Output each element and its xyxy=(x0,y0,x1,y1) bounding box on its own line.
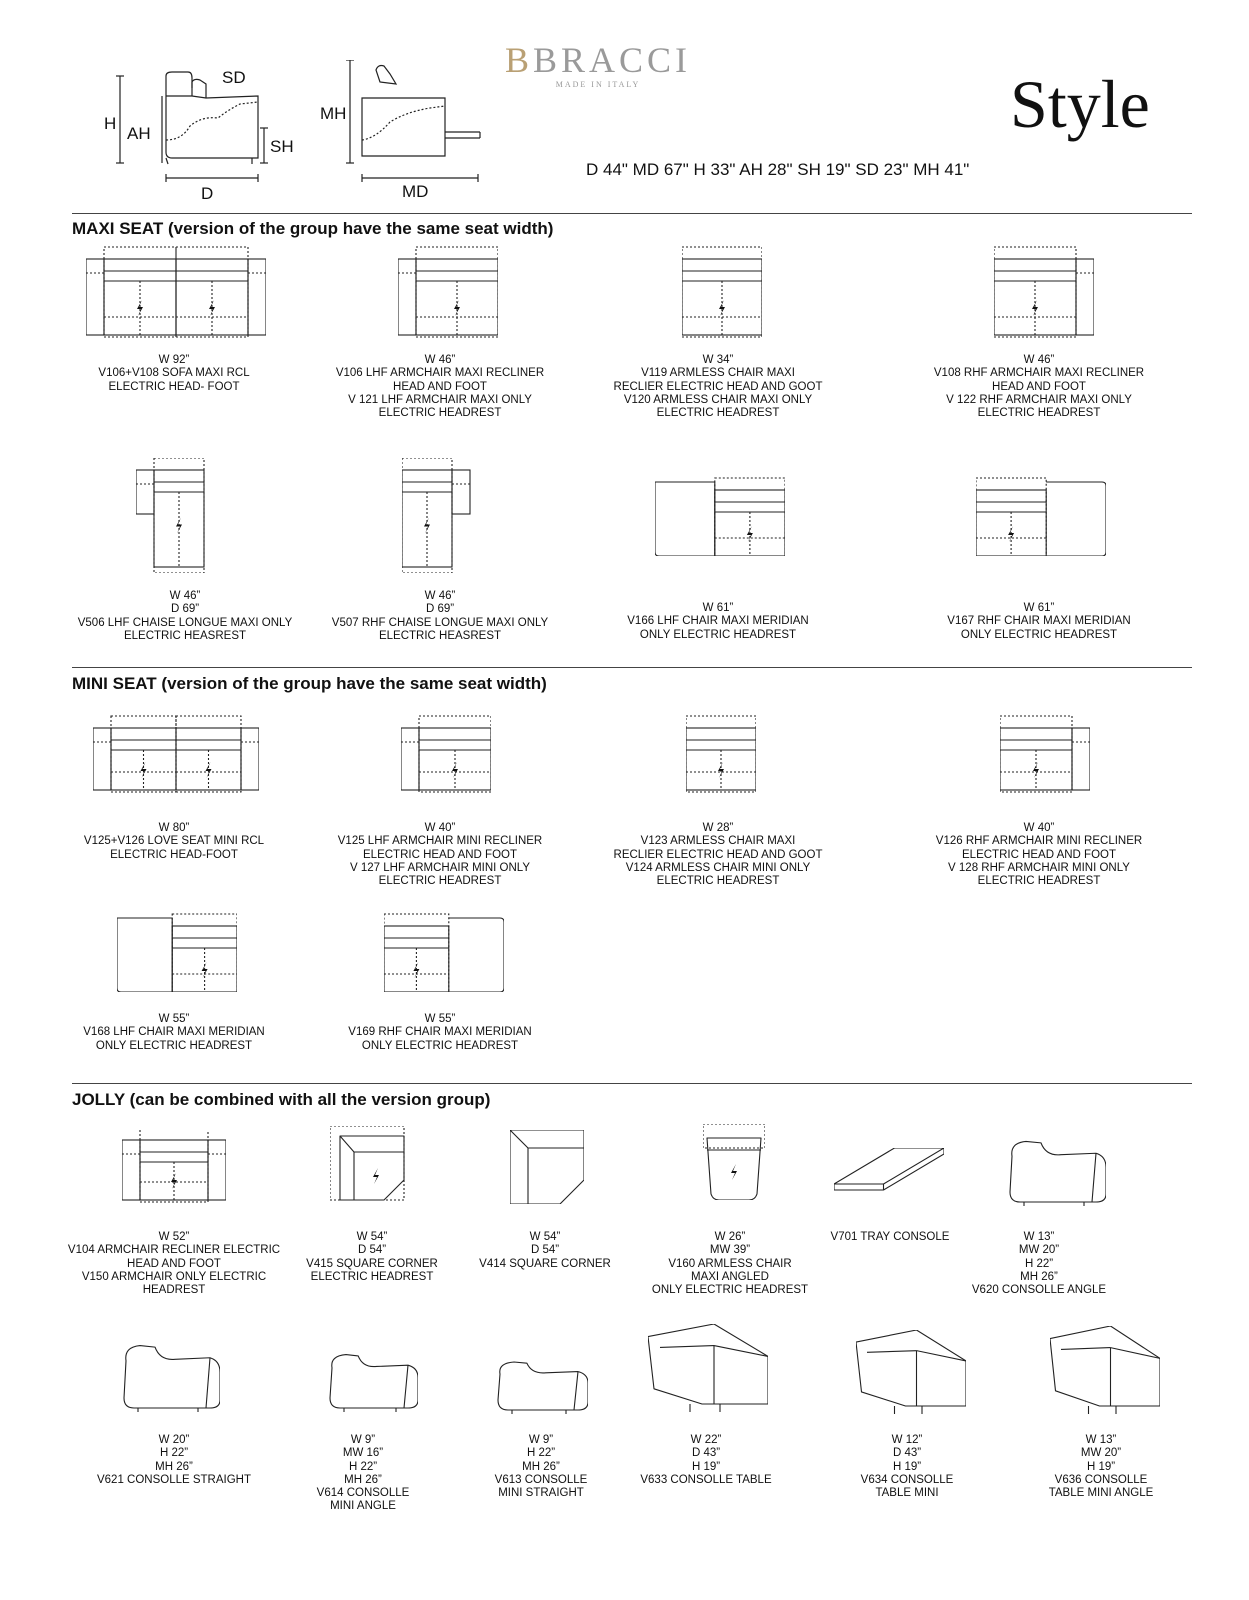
label-line: ELECTRIC HEAD- FOOT xyxy=(108,380,240,393)
n3-drawing xyxy=(686,714,756,800)
label-line: V124 ARMLESS CHAIR MINI ONLY xyxy=(625,861,811,874)
n5-drawing xyxy=(117,912,237,992)
j6-drawing xyxy=(1006,1134,1106,1208)
m8-drawing xyxy=(976,476,1106,556)
label-line: ELECTRIC HEADREST xyxy=(656,875,780,888)
label-line: V614 CONSOLLE xyxy=(316,1487,410,1500)
label-line: ELECTRIC HEAD AND FOOT xyxy=(962,848,1116,861)
label-line: D 54” xyxy=(530,1244,560,1257)
label-line: V621 CONSOLLE STRAIGHT xyxy=(96,1473,252,1486)
section-title-maxi: MAXI SEAT (version of the group have the same seat width) xyxy=(72,219,554,238)
k5-drawing xyxy=(856,1330,966,1416)
label-line: MW 16” xyxy=(342,1447,384,1460)
j3-drawing xyxy=(510,1130,584,1204)
label-line: V506 LHF CHAISE LONGUE MAXI ONLY xyxy=(77,616,293,629)
k4-drawing xyxy=(648,1324,768,1414)
dim-label-md: MD xyxy=(402,182,429,201)
label-line: ONLY ELECTRIC HEADREST xyxy=(95,1039,253,1052)
brand-tagline: MADE IN ITALY xyxy=(555,80,641,89)
label-line: ELECTRIC HEAD AND FOOT xyxy=(363,848,517,861)
label-line: ELECTRIC HEADREST xyxy=(977,407,1101,420)
label-line: W 46” xyxy=(1023,354,1055,366)
section-title-jolly: JOLLY (can be combined with all the version group) xyxy=(72,1090,491,1109)
m1-drawing xyxy=(86,245,266,345)
label-line: W 46” xyxy=(424,590,456,602)
label-line: W 20” xyxy=(158,1434,190,1446)
dim-label-ah: AH xyxy=(127,124,151,143)
label-line: D 69” xyxy=(425,603,455,616)
label-line: V123 ARMLESS CHAIR MAXI xyxy=(640,835,796,848)
label-line: W 61” xyxy=(702,602,734,614)
label-line: V108 RHF ARMCHAIR MAXI RECLINER xyxy=(933,367,1145,380)
m4-drawing xyxy=(994,245,1094,345)
j2-drawing xyxy=(330,1126,414,1210)
label-line: MINI ANGLE xyxy=(330,1500,396,1513)
label-line: W 52” xyxy=(158,1231,190,1243)
label-line: MAXI ANGLED xyxy=(691,1270,769,1283)
m2-drawing xyxy=(398,245,498,345)
label-line: W 46” xyxy=(424,354,456,366)
label-line: V169 RHF CHAIR MAXI MERIDIAN xyxy=(348,1026,532,1039)
label-line: ONLY ELECTRIC HEADREST xyxy=(639,628,797,641)
label-line: V106 LHF ARMCHAIR MAXI RECLINER xyxy=(335,367,545,380)
n4-label xyxy=(919,822,1159,888)
label-line: W 55” xyxy=(158,1013,190,1025)
label-line: V166 LHF CHAIR MAXI MERIDIAN xyxy=(627,615,809,628)
label-line: V126 RHF ARMCHAIR MINI RECLINER xyxy=(935,835,1143,848)
n1-label xyxy=(54,822,294,862)
dim-label-sd: SD xyxy=(222,68,246,87)
label-line: ONLY ELECTRIC HEADREST xyxy=(361,1039,519,1052)
label-line: V613 CONSOLLE xyxy=(494,1473,588,1486)
label-line: V150 ARMCHAIR ONLY ELECTRIC xyxy=(81,1270,267,1283)
label-line: HEAD AND FOOT xyxy=(393,380,487,393)
n2-label xyxy=(320,822,560,888)
logo-mark: B xyxy=(504,40,533,80)
k6-drawing xyxy=(1050,1326,1160,1416)
k6-label xyxy=(981,1434,1221,1500)
j6-label xyxy=(919,1231,1159,1297)
label-line: HEAD AND FOOT xyxy=(127,1257,221,1270)
dim-label-sh: SH xyxy=(270,137,294,156)
n1-drawing xyxy=(93,714,259,800)
dimensions-summary: D 44" MD 67" H 33" AH 28" SH 19" SD 23" MH 41" xyxy=(586,160,970,179)
n4-drawing xyxy=(1000,714,1090,800)
label-line: RECLIER ELECTRIC HEAD AND GOOT xyxy=(613,848,823,861)
label-line: V167 RHF CHAIR MAXI MERIDIAN xyxy=(947,615,1131,628)
label-line: V168 LHF CHAIR MAXI MERIDIAN xyxy=(83,1026,265,1039)
label-line: ELECTRIC HEADREST xyxy=(656,407,780,420)
label-line: ELECTRIC HEADREST xyxy=(378,875,502,888)
label-line: W 40” xyxy=(1023,822,1055,834)
j1-drawing xyxy=(122,1130,226,1210)
label-line: ELECTRIC HEASREST xyxy=(123,629,247,642)
label-line: V125 LHF ARMCHAIR MINI RECLINER xyxy=(337,835,543,848)
label-line: H 19” xyxy=(691,1460,721,1473)
label-line: TABLE MINI ANGLE xyxy=(1048,1487,1154,1500)
n6-label xyxy=(320,1013,560,1053)
dim-label-h: H xyxy=(104,114,117,133)
label-line: D 69” xyxy=(170,603,200,616)
label-line: W 61” xyxy=(1023,602,1055,614)
label-line: W 34” xyxy=(702,354,734,366)
label-line: W 54” xyxy=(356,1231,388,1243)
label-line: V119 ARMLESS CHAIR MAXI xyxy=(641,367,795,380)
label-line: W 55” xyxy=(424,1013,456,1025)
label-line: W 80” xyxy=(158,822,190,834)
label-line: W 28” xyxy=(702,822,734,834)
label-line: ELECTRIC HEADREST xyxy=(977,875,1101,888)
label-line: ELECTRIC HEADREST xyxy=(310,1270,434,1283)
m5-label xyxy=(65,590,305,643)
label-line: W 13” xyxy=(1023,1231,1055,1243)
m1-label xyxy=(54,354,294,394)
label-line: W 22” xyxy=(690,1434,722,1446)
label-line: ELECTRIC HEADREST xyxy=(378,407,502,420)
label-line: V160 ARMLESS CHAIR xyxy=(668,1257,792,1270)
n5-label xyxy=(54,1013,294,1053)
label-line: H 19” xyxy=(892,1460,922,1473)
label-line: V125+V126 LOVE SEAT MINI RCL xyxy=(83,835,265,848)
label-line: MINI STRAIGHT xyxy=(498,1487,584,1500)
label-line: W 46” xyxy=(169,590,201,602)
label-line: V106+V108 SOFA MAXI RCL xyxy=(98,367,250,380)
label-line: HEADREST xyxy=(142,1284,206,1297)
m3-drawing xyxy=(682,245,762,345)
label-line: TABLE MINI xyxy=(875,1487,939,1500)
j4-drawing xyxy=(703,1124,765,1200)
label-line: D 43” xyxy=(691,1447,721,1460)
label-line: H 22” xyxy=(526,1447,556,1460)
k2-drawing xyxy=(326,1348,418,1414)
n2-drawing xyxy=(401,714,491,800)
label-line: H 22” xyxy=(348,1460,378,1473)
label-line: W 13” xyxy=(1085,1434,1117,1446)
label-line: MH 26” xyxy=(344,1473,382,1486)
section-title-mini: MINI SEAT (version of the group have the same seat width) xyxy=(72,674,547,693)
label-line: V 121 LHF ARMCHAIR MAXI ONLY xyxy=(348,393,532,406)
label-line: H 19” xyxy=(1086,1460,1116,1473)
m8-label xyxy=(919,602,1159,642)
label-line: MW 20” xyxy=(1018,1244,1060,1257)
dim-label-mh: MH xyxy=(320,104,347,123)
brand-name: BRACCI xyxy=(532,40,692,80)
label-line: V 128 RHF ARMCHAIR MINI ONLY xyxy=(948,861,1130,874)
label-line: H 22” xyxy=(159,1447,189,1460)
dim-label-d: D xyxy=(201,184,214,203)
label-line: V414 SQUARE CORNER xyxy=(479,1257,611,1270)
label-line: W 54” xyxy=(529,1231,561,1243)
label-line: V636 CONSOLLE xyxy=(1054,1473,1148,1486)
label-line: V633 CONSOLLE TABLE xyxy=(640,1473,772,1486)
m6-drawing xyxy=(402,458,502,573)
label-line: W 40” xyxy=(424,822,456,834)
label-line: W 92” xyxy=(158,354,190,366)
label-line: ONLY ELECTRIC HEADREST xyxy=(651,1284,809,1297)
k1-drawing xyxy=(120,1338,220,1414)
m7-drawing xyxy=(655,476,785,556)
label-line: V 127 LHF ARMCHAIR MINI ONLY xyxy=(350,861,530,874)
m7-label xyxy=(598,602,838,642)
label-line: HEAD AND FOOT xyxy=(992,380,1086,393)
m3-label xyxy=(598,354,838,420)
label-line: D 54” xyxy=(357,1244,387,1257)
label-line: MW 39” xyxy=(709,1244,751,1257)
n6-drawing xyxy=(384,912,504,992)
label-line: V104 ARMCHAIR RECLINER ELECTRIC xyxy=(67,1244,281,1257)
label-line: ONLY ELECTRIC HEADREST xyxy=(960,628,1118,641)
label-line: V 122 RHF ARMCHAIR MAXI ONLY xyxy=(946,393,1132,406)
label-line: W 26” xyxy=(714,1231,746,1243)
label-line: W 12” xyxy=(891,1434,923,1446)
label-line: V634 CONSOLLE xyxy=(860,1473,954,1486)
label-line: MH 26” xyxy=(155,1460,193,1473)
label-line: ELECTRIC HEASREST xyxy=(378,629,502,642)
label-line: V120 ARMLESS CHAIR MAXI ONLY xyxy=(623,393,813,406)
label-line: W 9” xyxy=(350,1434,376,1446)
divider xyxy=(72,213,1192,214)
label-line: D 43” xyxy=(892,1447,922,1460)
m6-label xyxy=(320,590,560,643)
label-line: V415 SQUARE CORNER xyxy=(306,1257,438,1270)
divider xyxy=(72,1083,1192,1084)
profile-diagrams xyxy=(100,60,500,210)
n3-label xyxy=(598,822,838,888)
j5-drawing xyxy=(834,1148,944,1198)
label-line: ELECTRIC HEAD-FOOT xyxy=(110,848,238,861)
label-line: W 9” xyxy=(528,1434,554,1446)
m5-drawing xyxy=(136,458,236,573)
label-line: MW 20” xyxy=(1080,1447,1122,1460)
brand-logo xyxy=(498,42,698,89)
label-line: V701 TRAY CONSOLE xyxy=(830,1231,950,1243)
page-title: Style xyxy=(1010,66,1150,142)
m4-label xyxy=(919,354,1159,420)
divider xyxy=(72,667,1192,668)
m2-label xyxy=(320,354,560,420)
label-line: V507 RHF CHAISE LONGUE MAXI ONLY xyxy=(331,616,549,629)
label-line: MH 26” xyxy=(1020,1270,1058,1283)
label-line: H 22” xyxy=(1024,1257,1054,1270)
label-line: MH 26” xyxy=(522,1460,560,1473)
label-line: V620 CONSOLLE ANGLE xyxy=(971,1284,1107,1297)
label-line: RECLIER ELECTRIC HEAD AND GOOT xyxy=(613,380,823,393)
k3-drawing xyxy=(494,1356,588,1416)
